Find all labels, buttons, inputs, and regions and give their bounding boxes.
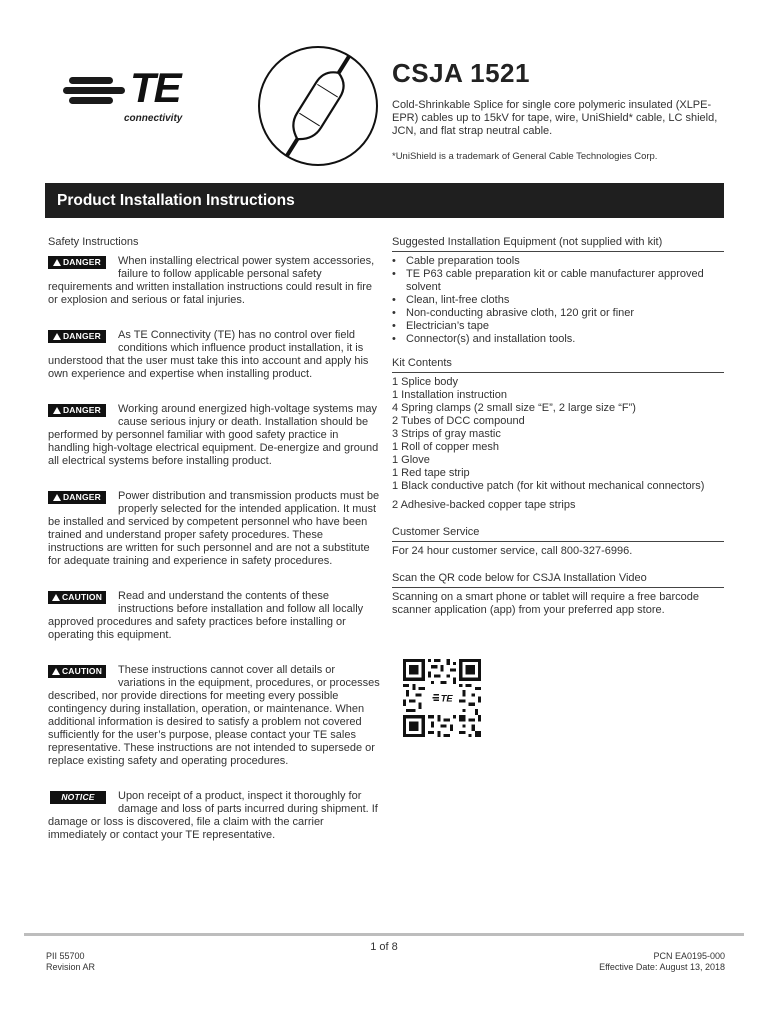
kit-heading: Kit Contents: [392, 357, 724, 373]
equipment-list: [392, 255, 724, 346]
warning-triangle-icon: [53, 333, 61, 340]
qr-code[interactable]: [403, 659, 481, 737]
equipment-heading: Suggested Installation Equipment (not supplied with kit): [392, 236, 724, 252]
hazard-text: Working around energized high-voltage systems may cause serious injury or death. Installation should be performed by personnel familiar with good safety practice in handling high-voltage electrical equipment. De-energize and ground all electrical systems before installing product.: [48, 403, 379, 467]
danger-badge: DANGER: [48, 491, 106, 504]
logo-subtext: connectivity: [124, 113, 183, 124]
service-heading: Customer Service: [392, 526, 724, 542]
caution-badge: CAUTION: [48, 665, 106, 678]
warning-triangle-icon: [52, 594, 60, 601]
hazard-item: [48, 790, 380, 842]
list-item: 1 Black conductive patch (for kit without mechanical connectors): [392, 480, 705, 492]
footer-pcn-info: [599, 951, 725, 973]
hazard-item: [48, 403, 380, 468]
danger-badge: DANGER: [48, 404, 106, 417]
warning-triangle-icon: [53, 407, 61, 414]
effective-date: Effective Date: August 13, 2018: [599, 962, 725, 972]
list-item: 2 Tubes of DCC compound: [392, 415, 525, 427]
hazard-item: [48, 590, 380, 642]
hazard-item: [48, 255, 380, 307]
safety-heading: Safety Instructions: [48, 236, 139, 248]
page-number: 1 of 8: [370, 941, 398, 953]
warning-triangle-icon: [53, 259, 61, 266]
list-item: 1 Roll of copper mesh: [392, 441, 499, 453]
warning-triangle-icon: [53, 494, 61, 501]
product-subtitle: Cold-Shrinkable Splice for single core polymeric insulated (XLPE-EPR) cables up to 15kV for tape, wire, UniShield* cable, LC shield, JCN, and flat strap neutral cable.: [392, 99, 718, 137]
trademark-note: *UniShield is a trademark of General Cable Technologies Corp.: [392, 151, 658, 162]
list-item: 1 Red tape strip: [392, 467, 470, 479]
hazard-text: As TE Connectivity (TE) has no control over field conditions which influence product installation, it is understood that the user must take this into account and apply his own experience and expertise when installing product.: [48, 329, 369, 380]
hazard-text: Read and understand the contents of these instructions before installation and follow all locally approved procedures and safety practices before installing or operating this equipment.: [48, 590, 364, 641]
list-item: 1 Splice body: [392, 376, 459, 388]
list-item: 1 Installation instruction: [392, 389, 507, 401]
hazard-text: Power distribution and transmission products must be properly selected for the intended application. It must be installed and serviced by competent personnel who have been trained and understand proper safety procedures. These instructions are written for such personnel and are not a substitute for adequate training and experience in safety procedures.: [48, 490, 380, 567]
splice-product-image: [257, 45, 379, 167]
footer-doc-info: [46, 951, 95, 973]
section-banner: [45, 183, 724, 218]
product-title: CSJA 1521: [392, 58, 530, 88]
hazard-text: When installing electrical power system accessories, failure to follow applicable personal safety requirements and written installation instructions could result in fire or explosion and serious or fatal injuries.: [48, 255, 375, 306]
service-text: For 24 hour customer service, call 800-327-6996.: [392, 545, 633, 557]
caution-badge: CAUTION: [48, 591, 106, 604]
notice-badge: NOTICE: [50, 791, 106, 804]
list-item: • Clean, lint-free cloths: [392, 294, 724, 307]
info-column: [392, 236, 724, 617]
list-item: 1 Glove: [392, 454, 430, 466]
list-item: • Electrician’s tape: [392, 320, 724, 333]
logo-text: TE: [130, 64, 180, 111]
kit-list: [392, 376, 724, 512]
pcn-number: PCN EA0195-000: [653, 951, 725, 961]
banner-title: Product Installation Instructions: [57, 192, 295, 209]
footer-divider: [24, 933, 744, 936]
safety-column: [48, 236, 380, 842]
list-item: • Non-conducting abrasive cloth, 120 grit or finer: [392, 307, 724, 320]
list-item: 2 Adhesive-backed copper tape strips: [392, 499, 576, 511]
list-item: 3 Strips of gray mastic: [392, 428, 501, 440]
hazard-item: [48, 664, 380, 768]
warning-triangle-icon: [52, 668, 60, 675]
hazard-text: These instructions cannot cover all details or variations in the equipment, procedures, or processes described, nor provide directions for meeting every possible contingency during installation, operation, or maintenance. When additional information is desired to satisfy a problem not covered sufficiently for the user’s purpose, please contact your TE sales representative. These instructions are not intended to supersede or replace existing safety and operating procedures.: [48, 664, 380, 767]
list-item: • TE P63 cable preparation kit or cable manufacturer approved solvent: [392, 268, 724, 294]
list-item: • Connector(s) and installation tools.: [392, 333, 724, 346]
qr-heading: Scan the QR code below for CSJA Installation Video: [392, 572, 724, 588]
hazard-text: Upon receipt of a product, inspect it thoroughly for damage and loss of parts incurred during shipment. If damage or loss is discovered, file a claim with the carrier immediately or contact your TE representative.: [48, 790, 378, 841]
hazard-item: [48, 329, 380, 381]
qr-center-text: TE: [440, 693, 453, 704]
te-connectivity-logo: [47, 47, 220, 136]
hazard-item: [48, 490, 380, 568]
danger-badge: DANGER: [48, 330, 106, 343]
list-item: 4 Spring clamps (2 small size “E”, 2 large size “F”): [392, 402, 636, 414]
revision: Revision AR: [46, 962, 96, 972]
qr-description: Scanning on a smart phone or tablet will require a free barcode scanner application (app) from your preferred app store.: [392, 591, 699, 616]
doc-id: PII 55700: [46, 951, 85, 961]
list-item: • Cable preparation tools: [392, 255, 724, 268]
danger-badge: DANGER: [48, 256, 106, 269]
